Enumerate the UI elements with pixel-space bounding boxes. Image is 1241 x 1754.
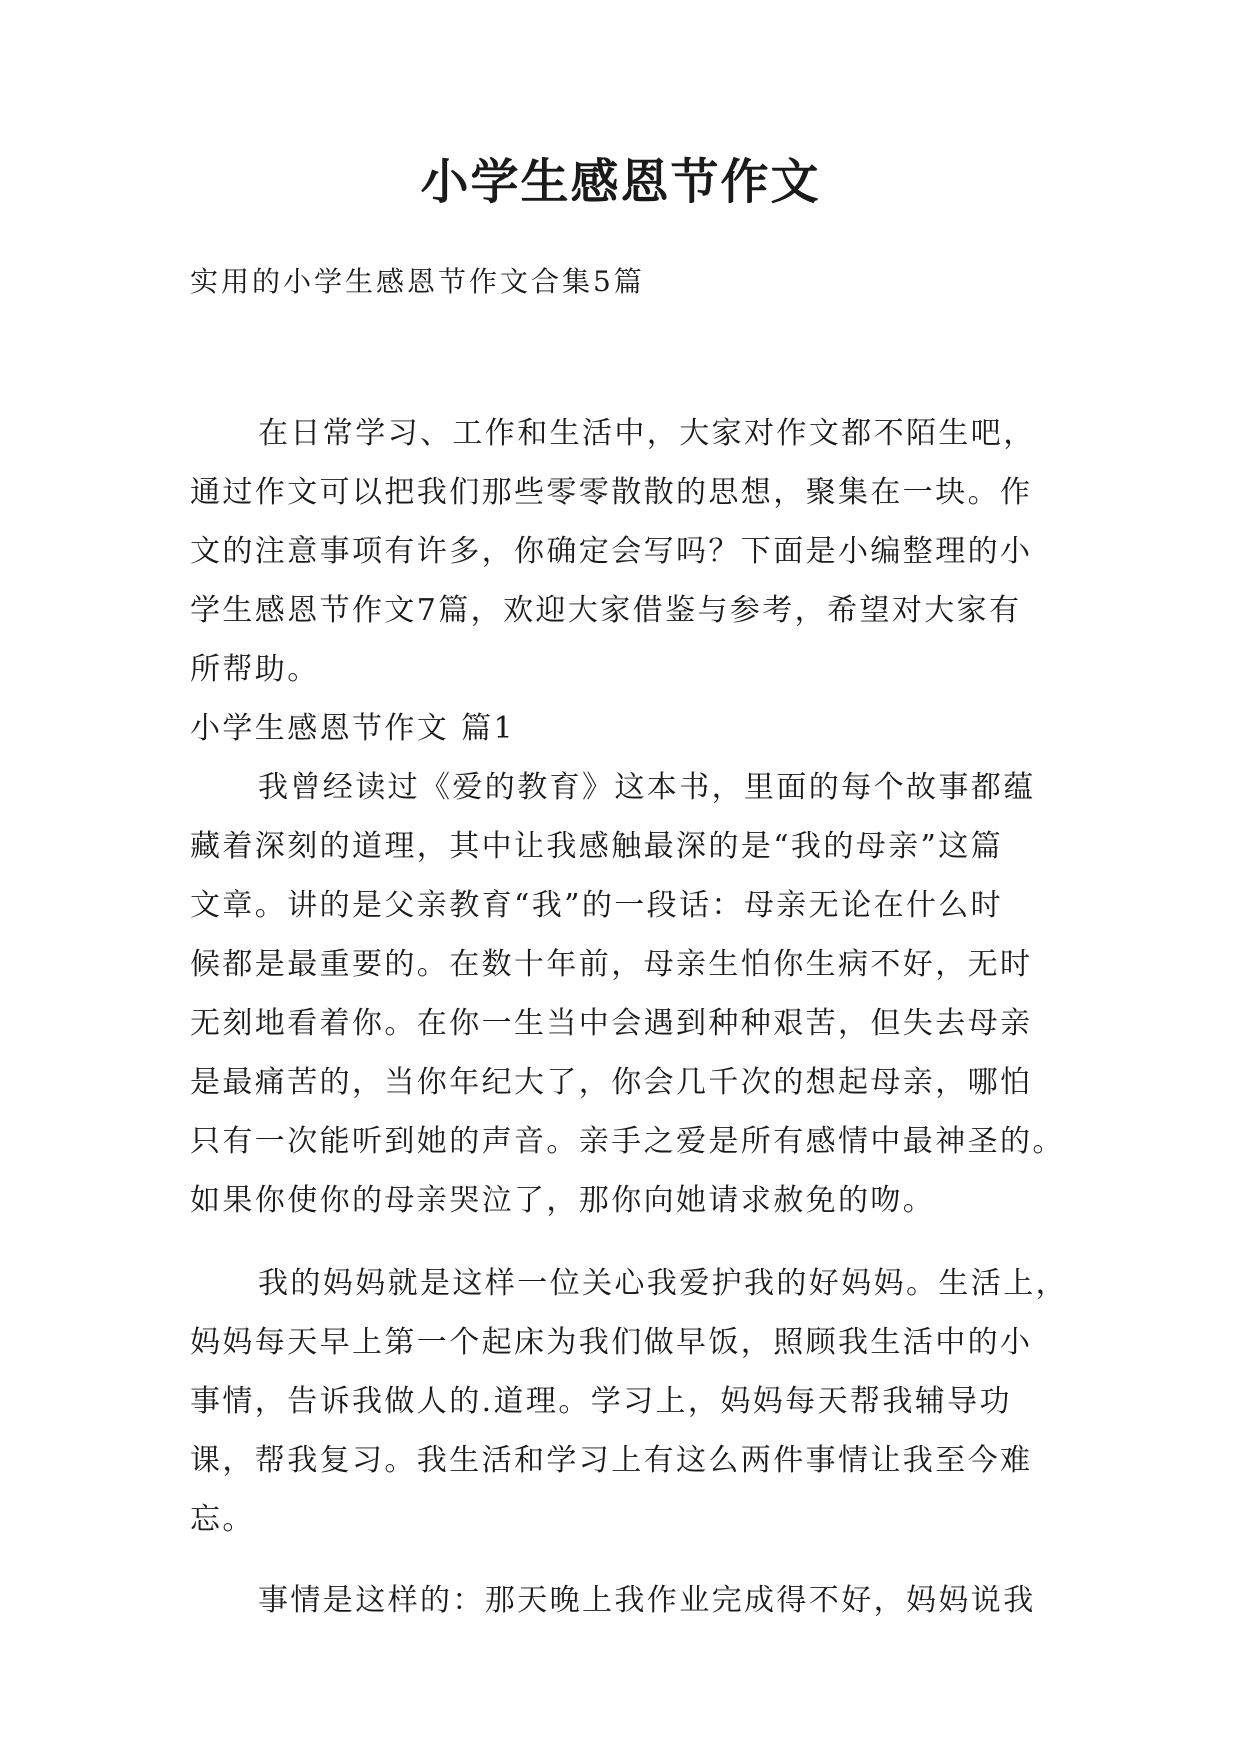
paragraph-line: 候都是最重要的。在数十年前，母亲生怕你生病不好，无时 bbox=[190, 947, 1033, 982]
intro-line: 文的注意事项有许多，你确定会写吗？下面是小编整理的小 bbox=[190, 534, 1033, 569]
paragraph-line: 忘。 bbox=[190, 1502, 255, 1537]
paragraph-line: 如果你使你的母亲哭泣了，那你向她请求赦免的吻。 bbox=[190, 1183, 936, 1218]
paragraph-line: 事情，告诉我做人的.道理。学习上，妈妈每天帮我辅导功 bbox=[190, 1384, 1012, 1419]
intro-line: 在日常学习、工作和生活中，大家对作文都不陌生吧， bbox=[258, 416, 1036, 451]
intro-paragraph bbox=[190, 404, 1070, 699]
paragraph-line: 我的妈妈就是这样一位关心我爱护我的好妈妈。生活上， bbox=[258, 1266, 1068, 1301]
section-heading: 小学生感恩节作文 篇1 bbox=[190, 711, 516, 746]
paragraph-line: 文章。讲的是父亲教育“我”的一段话：母亲无论在什么时 bbox=[190, 888, 1004, 923]
paragraph-line: 事情是这样的：那天晚上我作业完成得不好，妈妈说我 bbox=[258, 1583, 1036, 1618]
paragraph-1 bbox=[190, 758, 1070, 1230]
paragraph-2 bbox=[190, 1254, 1070, 1549]
intro-line: 通过作文可以把我们那些零零散散的思想，聚集在一块。作 bbox=[190, 475, 1033, 510]
paragraph-3 bbox=[190, 1571, 1070, 1630]
document-subtitle: 实用的小学生感恩节作文合集5篇 bbox=[190, 265, 645, 298]
paragraph-line: 我曾经读过《爱的教育》这本书，里面的每个故事都蕴 bbox=[258, 770, 1036, 805]
intro-line: 所帮助。 bbox=[190, 652, 320, 687]
document-body bbox=[190, 404, 1070, 1630]
paragraph-line: 只有一次能听到她的声音。亲手之爱是所有感情中最神圣的。 bbox=[190, 1124, 1065, 1159]
document-title: 小学生感恩节作文 bbox=[420, 154, 821, 210]
paragraph-line: 是最痛苦的，当你年纪大了，你会几千次的想起母亲，哪怕 bbox=[190, 1065, 1033, 1100]
paragraph-line: 妈妈每天早上第一个起床为我们做早饭，照顾我生活中的小 bbox=[190, 1325, 1033, 1360]
intro-line: 学生感恩节作文7篇，欢迎大家借鉴与参考，希望对大家有 bbox=[190, 593, 1022, 628]
paragraph-line: 藏着深刻的道理，其中让我感触最深的是“我的母亲”这篇 bbox=[190, 829, 1004, 864]
paragraph-line: 课，帮我复习。我生活和学习上有这么两件事情让我至今难 bbox=[190, 1443, 1033, 1478]
paragraph-line: 无刻地看着你。在你一生当中会遇到种种艰苦，但失去母亲 bbox=[190, 1006, 1033, 1041]
